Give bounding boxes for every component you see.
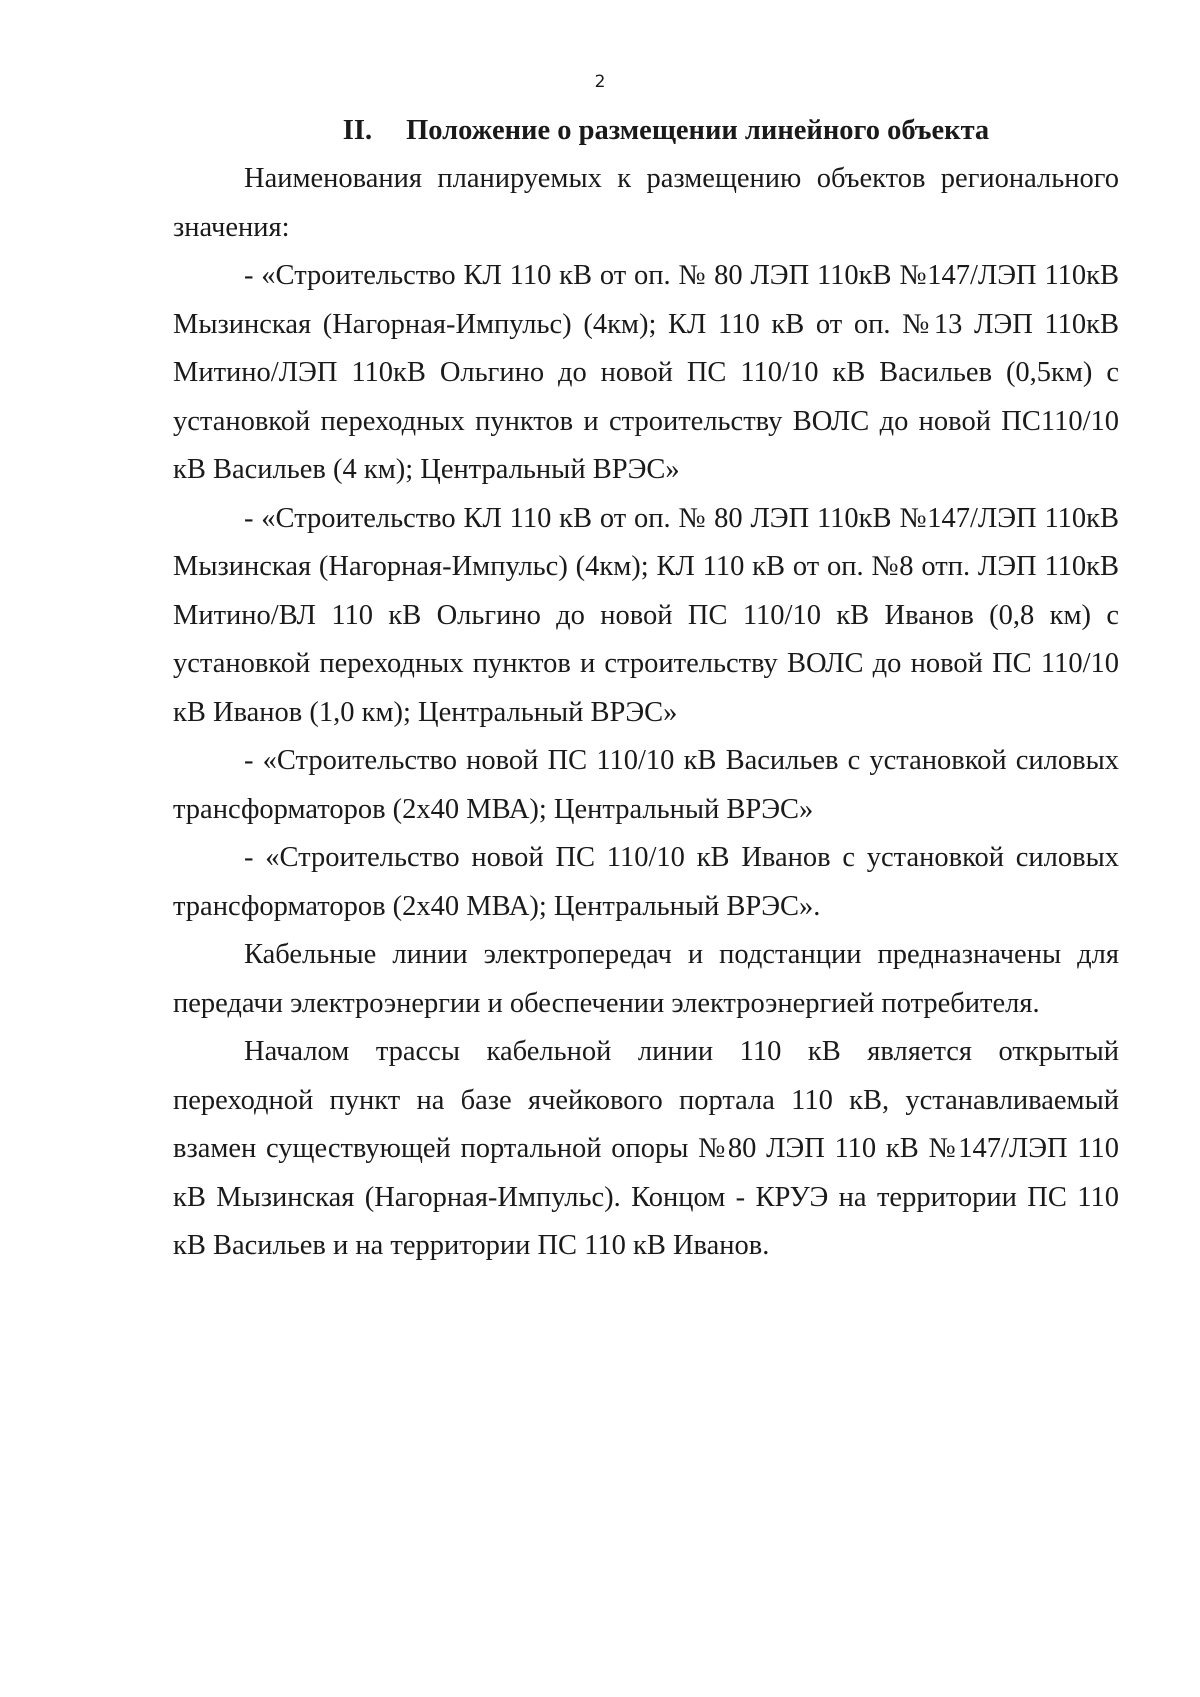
paragraph-route: Началом трассы кабельной линии 110 кВ является открытый переходной пункт на базе ячейкового портала 110 кВ, устанавливаемый взамен существующей портальной опоры №80 ЛЭП 110 кВ №147/ЛЭП 110 кВ Мызинская (Нагорная-Импульс). Концом - КРУЭ на территории ПС 110 кВ Васильев и на территории ПС 110 кВ Иванов. — [173, 1036, 1119, 1261]
section-number: II. — [342, 115, 373, 146]
list-item-kl-ivanov: - «Строительство КЛ 110 кВ от оп. № 80 ЛЭП 110кВ №147/ЛЭП 110кВ Мызинская (Нагорная-Импульс) (4км); КЛ 110 кВ от оп. №8 отп. ЛЭП 110кВ Митино/ВЛ 110 кВ Ольгино до новой ПС 110/10 кВ Иванов (0,8 км) с установкой переходных пунктов и строительству ВОЛС до новой ПС 110/10 кВ Иванов (1,0 км); Центральный ВРЭС» — [173, 502, 1119, 728]
list-item-ps-vasilyev: - «Строительство новой ПС 110/10 кВ Васильев с установкой силовых трансформаторов (2х40 МВА); Центральный ВРЭС» — [173, 745, 1119, 825]
paragraph-purpose: Кабельные линии электропередач и подстанции предназначены для передачи электроэнергии и обеспечении электроэнергией потребителя. — [173, 939, 1119, 1019]
section-heading — [173, 107, 1119, 155]
document-body — [173, 107, 1119, 1271]
list-item-ps-ivanov: - «Строительство новой ПС 110/10 кВ Иванов с установкой силовых трансформаторов (2х40 МВА); Центральный ВРЭС». — [173, 842, 1119, 922]
page-number: 2 — [594, 72, 606, 92]
list-item-kl-vasilyev: - «Строительство КЛ 110 кВ от оп. № 80 ЛЭП 110кВ №147/ЛЭП 110кВ Мызинская (Нагорная-Импульс) (4км); КЛ 110 кВ от оп. №13 ЛЭП 110кВ Митино/ЛЭП 110кВ Ольгино до новой ПС 110/10 кВ Васильев (0,5км) с установкой переходных пунктов и строительству ВОЛС до новой ПС110/10 кВ Васильев (4 км); Центральный ВРЭС» — [173, 260, 1119, 485]
section-title: Положение о размещении линейного объекта — [406, 115, 990, 146]
paragraph-intro: Наименования планируемых к размещению объектов регионального значения: — [173, 163, 1119, 243]
